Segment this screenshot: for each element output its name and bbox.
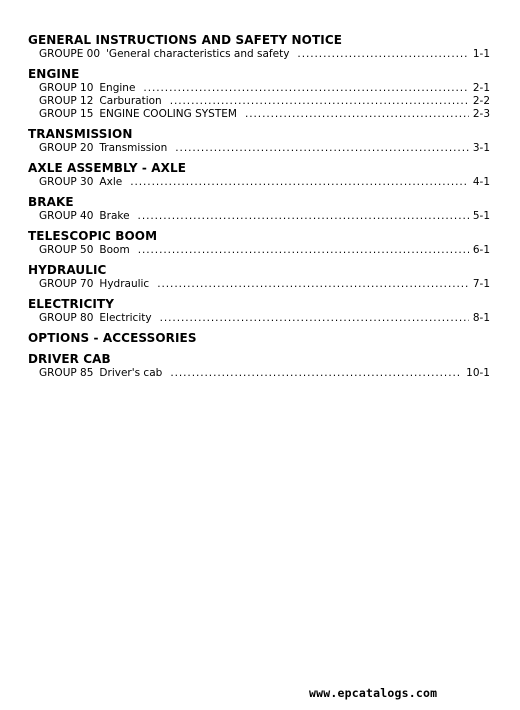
- toc-section: [28, 33, 490, 61]
- section-heading: ENGINE: [28, 67, 80, 81]
- toc-entry[interactable]: [28, 278, 490, 291]
- dot-leader: [175, 142, 469, 155]
- dot-leader: [130, 176, 469, 189]
- entry-page-number: 1-1: [472, 48, 490, 60]
- entry-title: Carburation: [99, 95, 162, 107]
- dot-leader: [138, 210, 469, 223]
- entry-page-number: 7-1: [472, 278, 490, 290]
- entry-group: GROUP 20: [39, 142, 94, 154]
- footer-watermark: www.epcatalogs.com: [309, 686, 438, 700]
- dot-leader: [143, 82, 468, 95]
- entry-title: Electricity: [99, 312, 152, 324]
- entry-title: Brake: [99, 210, 130, 222]
- entry-group: GROUP 70: [39, 278, 94, 290]
- dot-leader: [138, 244, 469, 257]
- entry-page-number: 2-3: [472, 108, 490, 120]
- toc-entry[interactable]: [28, 244, 490, 257]
- entry-title: Boom: [99, 244, 130, 256]
- toc-section: [28, 263, 490, 291]
- toc-entry[interactable]: [28, 82, 490, 95]
- toc-section: [28, 352, 490, 380]
- section-heading: HYDRAULIC: [28, 263, 107, 277]
- toc-entry[interactable]: [28, 142, 490, 155]
- section-heading: GENERAL INSTRUCTIONS AND SAFETY NOTICE: [28, 33, 343, 47]
- section-heading: AXLE ASSEMBLY - AXLE: [28, 161, 187, 175]
- section-heading: TRANSMISSION: [28, 127, 133, 141]
- entry-group: GROUP 10: [39, 82, 94, 94]
- toc-entry[interactable]: [28, 95, 490, 108]
- toc-entry[interactable]: [28, 312, 490, 325]
- entry-title: Axle: [99, 176, 123, 188]
- toc-entry[interactable]: [28, 210, 490, 223]
- entry-title: Transmission: [99, 142, 168, 154]
- toc-section: [28, 67, 490, 121]
- toc-section: [28, 331, 490, 346]
- toc-entry[interactable]: [28, 108, 490, 121]
- entry-group: GROUP 12: [39, 95, 94, 107]
- entry-page-number: 8-1: [472, 312, 490, 324]
- section-heading: DRIVER CAB: [28, 352, 111, 366]
- toc-section: [28, 229, 490, 257]
- toc-section: [28, 195, 490, 223]
- toc-section: [28, 297, 490, 325]
- entry-title: Hydraulic: [99, 278, 150, 290]
- dot-leader: [297, 48, 468, 61]
- entry-title: Engine: [99, 82, 136, 94]
- entry-page-number: 4-1: [472, 176, 490, 188]
- entry-page-number: 2-1: [472, 82, 490, 94]
- dot-leader: [245, 108, 469, 121]
- section-heading: TELESCOPIC BOOM: [28, 229, 158, 243]
- entry-title: ENGINE COOLING SYSTEM: [99, 108, 237, 120]
- section-heading: BRAKE: [28, 195, 74, 209]
- entry-group: GROUPE 00: [39, 48, 101, 60]
- entry-group: GROUP 15: [39, 108, 94, 120]
- toc-section: [28, 127, 490, 155]
- entry-title: Driver's cab: [99, 367, 163, 379]
- entry-group: GROUP 40: [39, 210, 94, 222]
- entry-group: GROUP 30: [39, 176, 94, 188]
- entry-group: GROUP 85: [39, 367, 94, 379]
- table-of-contents: [28, 33, 490, 386]
- entry-page-number: 6-1: [472, 244, 490, 256]
- section-heading: OPTIONS - ACCESSORIES: [28, 331, 197, 345]
- dot-leader: [160, 312, 469, 325]
- entry-title: 'General characteristics and safety: [106, 48, 290, 60]
- entry-page-number: 10-1: [466, 367, 490, 379]
- toc-entry[interactable]: [28, 48, 490, 61]
- dot-leader: [157, 278, 469, 291]
- entry-page-number: 2-2: [472, 95, 490, 107]
- toc-section: [28, 161, 490, 189]
- toc-entry[interactable]: [28, 367, 490, 380]
- entry-page-number: 3-1: [472, 142, 490, 154]
- entry-page-number: 5-1: [472, 210, 490, 222]
- section-heading: ELECTRICITY: [28, 297, 114, 311]
- toc-entry[interactable]: [28, 176, 490, 189]
- entry-group: GROUP 80: [39, 312, 94, 324]
- entry-group: GROUP 50: [39, 244, 94, 256]
- dot-leader: [170, 95, 469, 108]
- dot-leader: [170, 367, 462, 380]
